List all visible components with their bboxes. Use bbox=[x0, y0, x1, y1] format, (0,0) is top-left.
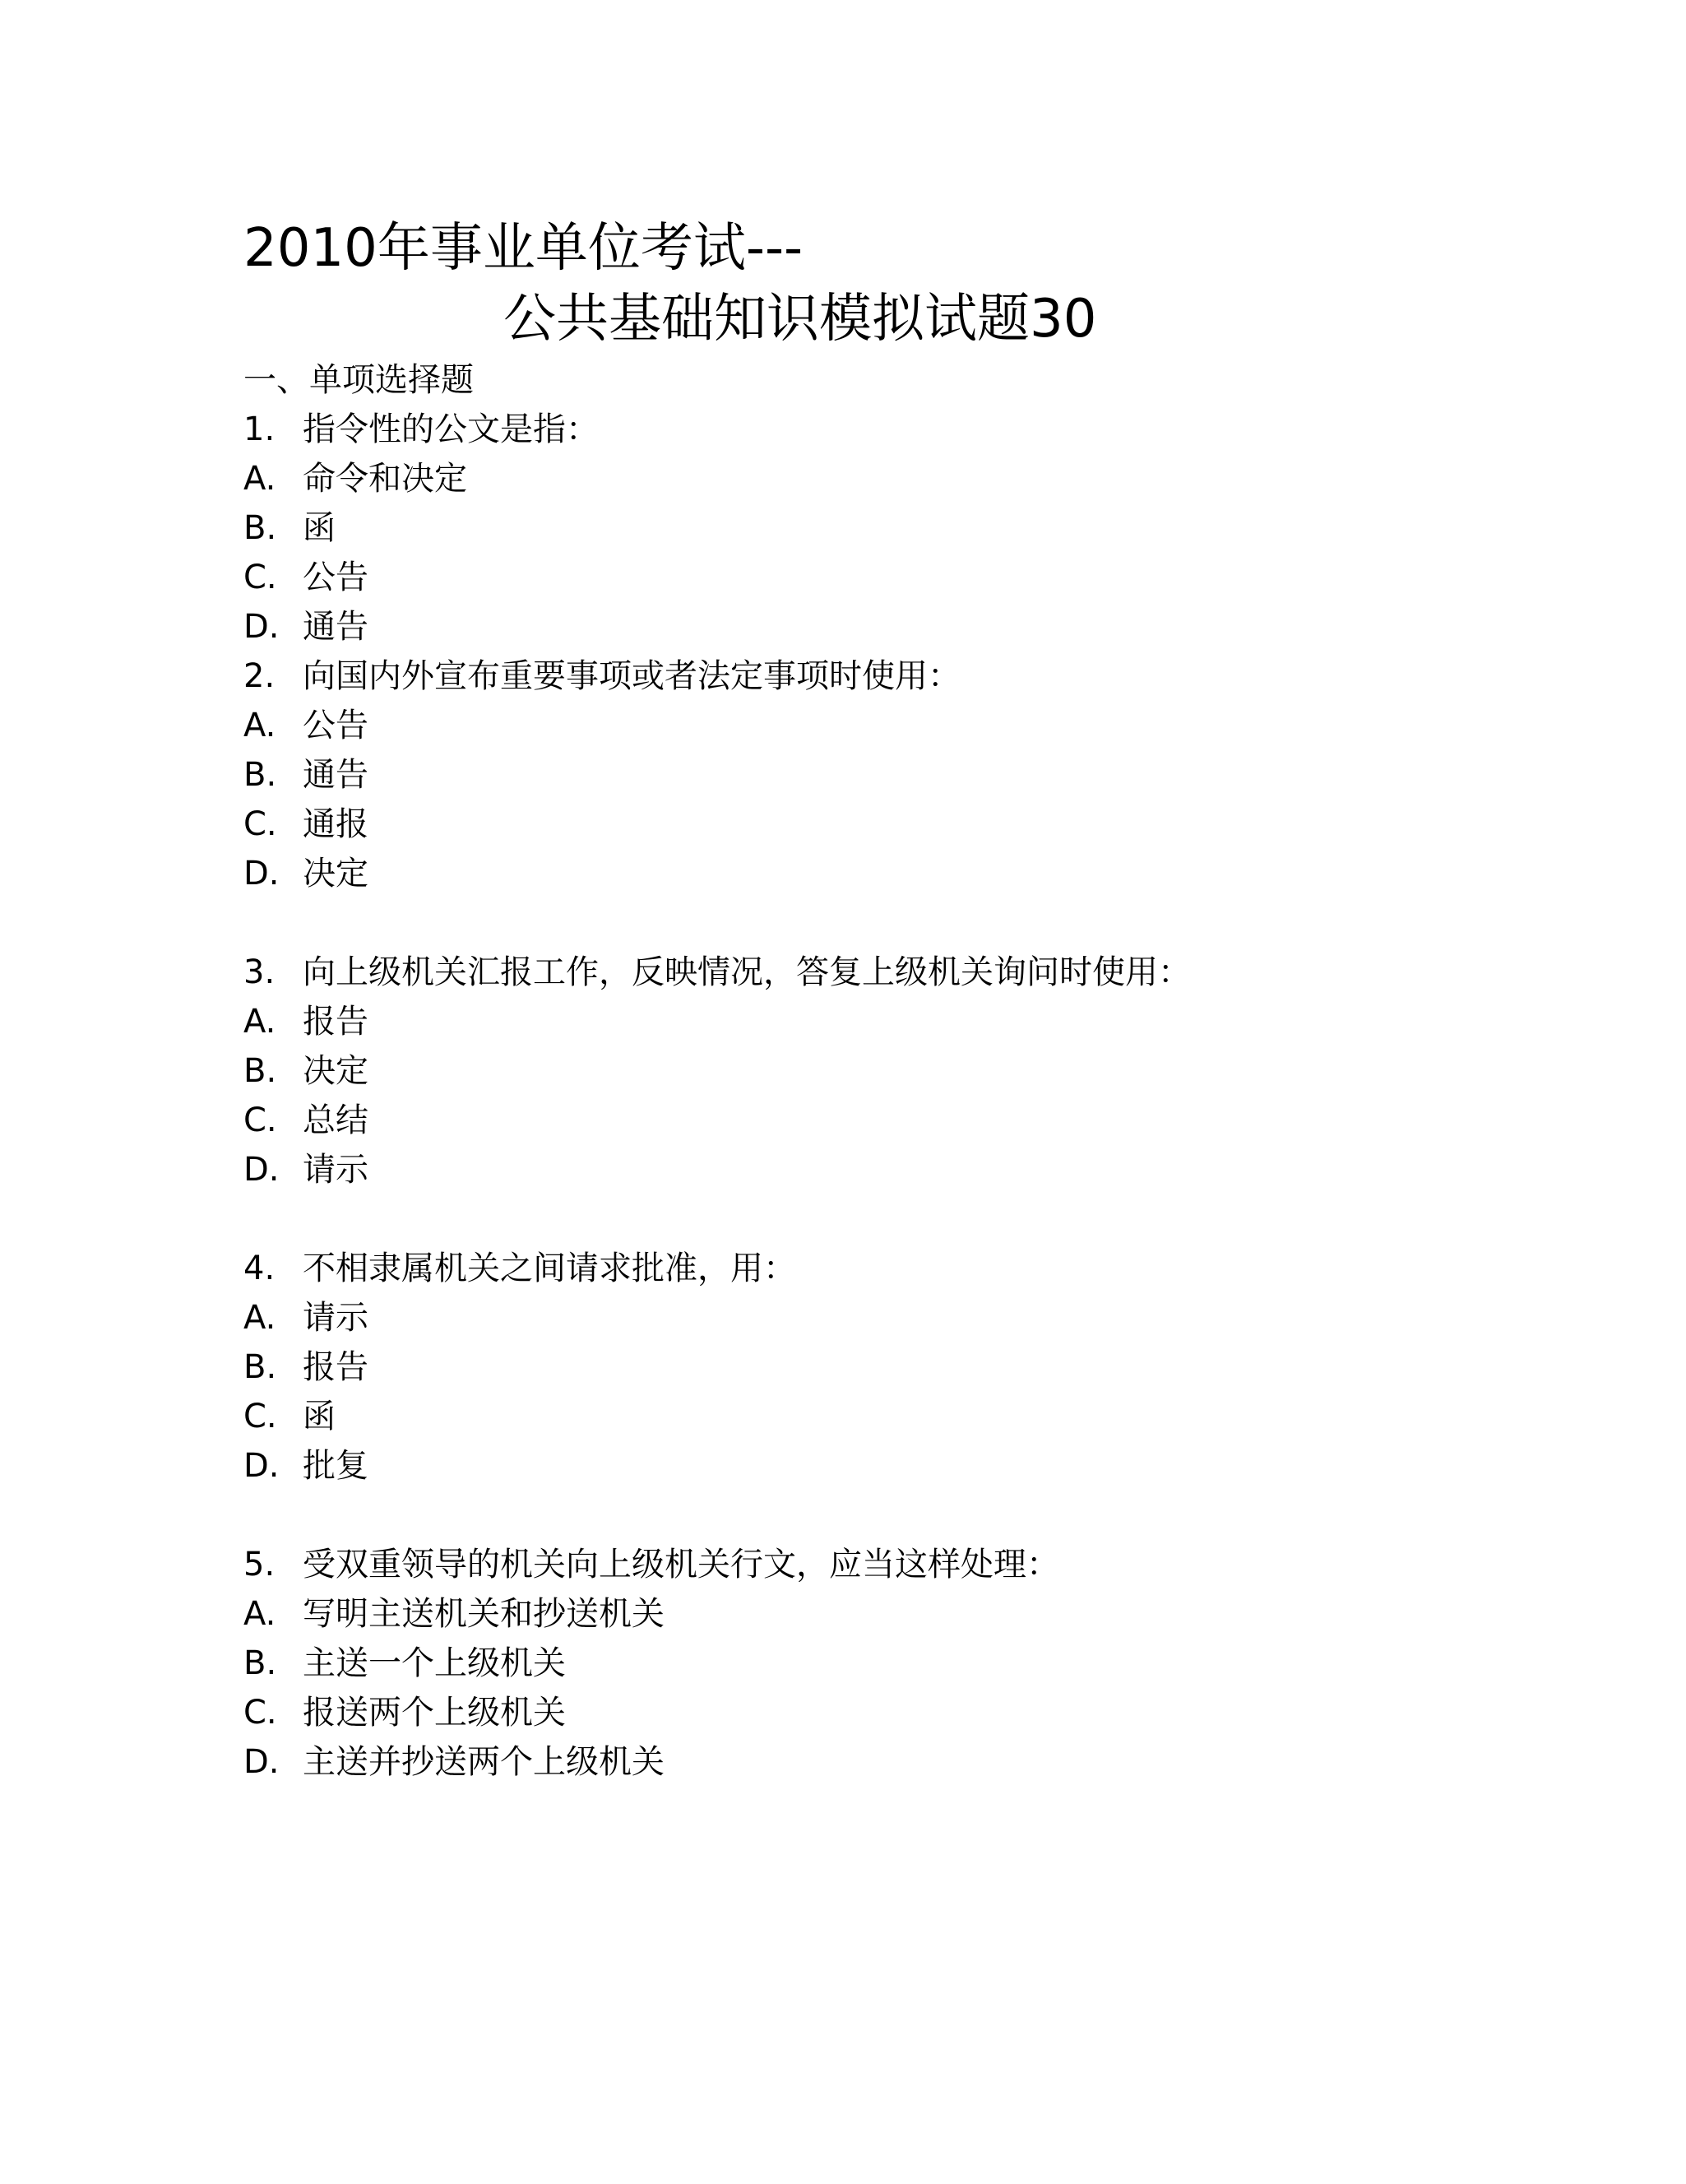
option-text: 通告 bbox=[303, 756, 368, 794]
option-b bbox=[243, 750, 1559, 800]
document-title-line2: 公共基础知识模拟试题30 bbox=[503, 289, 1097, 350]
question-3 bbox=[243, 948, 1559, 1194]
option-a bbox=[243, 701, 1559, 750]
option-text: 总结 bbox=[303, 1101, 368, 1139]
option-text: 决定 bbox=[303, 1052, 368, 1090]
option-text: 公告 bbox=[303, 559, 368, 596]
option-text: 报送两个上级机关 bbox=[303, 1694, 566, 1732]
question-text: 受双重领导的机关向上级机关行文，应当这样处理： bbox=[303, 1546, 1059, 1584]
option-letter: B. bbox=[243, 1644, 277, 1682]
question-number: 2. bbox=[243, 657, 276, 695]
option-d bbox=[243, 602, 1559, 651]
option-text: 函 bbox=[303, 1398, 336, 1435]
option-a bbox=[243, 1589, 1559, 1639]
option-c bbox=[243, 1096, 1559, 1145]
option-text: 通报 bbox=[303, 805, 368, 843]
option-letter: A. bbox=[243, 460, 276, 498]
option-text: 写明主送机关和抄送机关 bbox=[303, 1595, 665, 1633]
option-b bbox=[243, 1639, 1559, 1688]
option-text: 命令和决定 bbox=[303, 460, 467, 498]
question-stem bbox=[243, 1244, 1559, 1293]
question-number: 4. bbox=[243, 1250, 276, 1287]
option-letter: B. bbox=[243, 1348, 277, 1386]
option-letter: C. bbox=[243, 559, 277, 596]
option-text: 主送一个上级机关 bbox=[303, 1644, 566, 1682]
section-heading: 一、单项选择题 bbox=[243, 361, 474, 399]
question-1 bbox=[243, 405, 1559, 651]
question-text: 不相隶属机关之间请求批准，用： bbox=[303, 1250, 796, 1287]
question-2 bbox=[243, 651, 1559, 898]
question-text: 向上级机关汇报工作，反映情况，答复上级机关询问时使用： bbox=[303, 953, 1191, 991]
option-d bbox=[243, 1441, 1559, 1491]
option-b bbox=[243, 1046, 1559, 1096]
question-stem bbox=[243, 651, 1559, 701]
question-text: 向国内外宣布重要事项或者法定事项时使用： bbox=[303, 657, 961, 695]
option-letter: C. bbox=[243, 1101, 277, 1139]
option-c bbox=[243, 1392, 1559, 1441]
option-text: 决定 bbox=[303, 855, 368, 893]
question-stem bbox=[243, 405, 1559, 454]
option-text: 函 bbox=[303, 509, 336, 547]
option-b bbox=[243, 1342, 1559, 1392]
option-letter: B. bbox=[243, 1052, 277, 1090]
option-text: 公告 bbox=[303, 707, 368, 744]
option-letter: A. bbox=[243, 1299, 276, 1337]
option-letter: C. bbox=[243, 1694, 277, 1732]
option-a bbox=[243, 997, 1559, 1046]
document-title-line1: 2010年事业单位考试--- bbox=[243, 218, 804, 279]
option-letter: D. bbox=[243, 608, 280, 646]
option-text: 报告 bbox=[303, 1348, 368, 1386]
option-b bbox=[243, 503, 1559, 553]
question-text: 指令性的公文是指： bbox=[303, 410, 599, 448]
option-text: 请示 bbox=[303, 1299, 368, 1337]
option-text: 主送并抄送两个上级机关 bbox=[303, 1743, 665, 1781]
question-number: 5. bbox=[243, 1546, 276, 1584]
option-c bbox=[243, 553, 1559, 602]
option-letter: B. bbox=[243, 509, 277, 547]
option-letter: A. bbox=[243, 1595, 276, 1633]
option-c bbox=[243, 800, 1559, 849]
option-d bbox=[243, 849, 1559, 898]
option-letter: D. bbox=[243, 1743, 280, 1781]
question-number: 1. bbox=[243, 410, 276, 448]
option-d bbox=[243, 1737, 1559, 1787]
question-number: 3. bbox=[243, 953, 276, 991]
option-letter: A. bbox=[243, 1003, 276, 1041]
option-text: 通告 bbox=[303, 608, 368, 646]
question-stem bbox=[243, 1540, 1559, 1589]
option-text: 批复 bbox=[303, 1447, 368, 1485]
option-text: 请示 bbox=[303, 1151, 368, 1189]
question-4 bbox=[243, 1244, 1559, 1491]
question-stem bbox=[243, 948, 1559, 997]
option-letter: A. bbox=[243, 707, 276, 744]
option-d bbox=[243, 1145, 1559, 1194]
option-a bbox=[243, 1293, 1559, 1342]
question-5 bbox=[243, 1540, 1559, 1787]
option-letter: D. bbox=[243, 855, 280, 893]
option-letter: C. bbox=[243, 805, 277, 843]
document-body bbox=[243, 355, 1559, 1787]
option-c bbox=[243, 1688, 1559, 1737]
option-text: 报告 bbox=[303, 1003, 368, 1041]
option-a bbox=[243, 454, 1559, 503]
option-letter: D. bbox=[243, 1447, 280, 1485]
option-letter: C. bbox=[243, 1398, 277, 1435]
option-letter: D. bbox=[243, 1151, 280, 1189]
option-letter: B. bbox=[243, 756, 277, 794]
